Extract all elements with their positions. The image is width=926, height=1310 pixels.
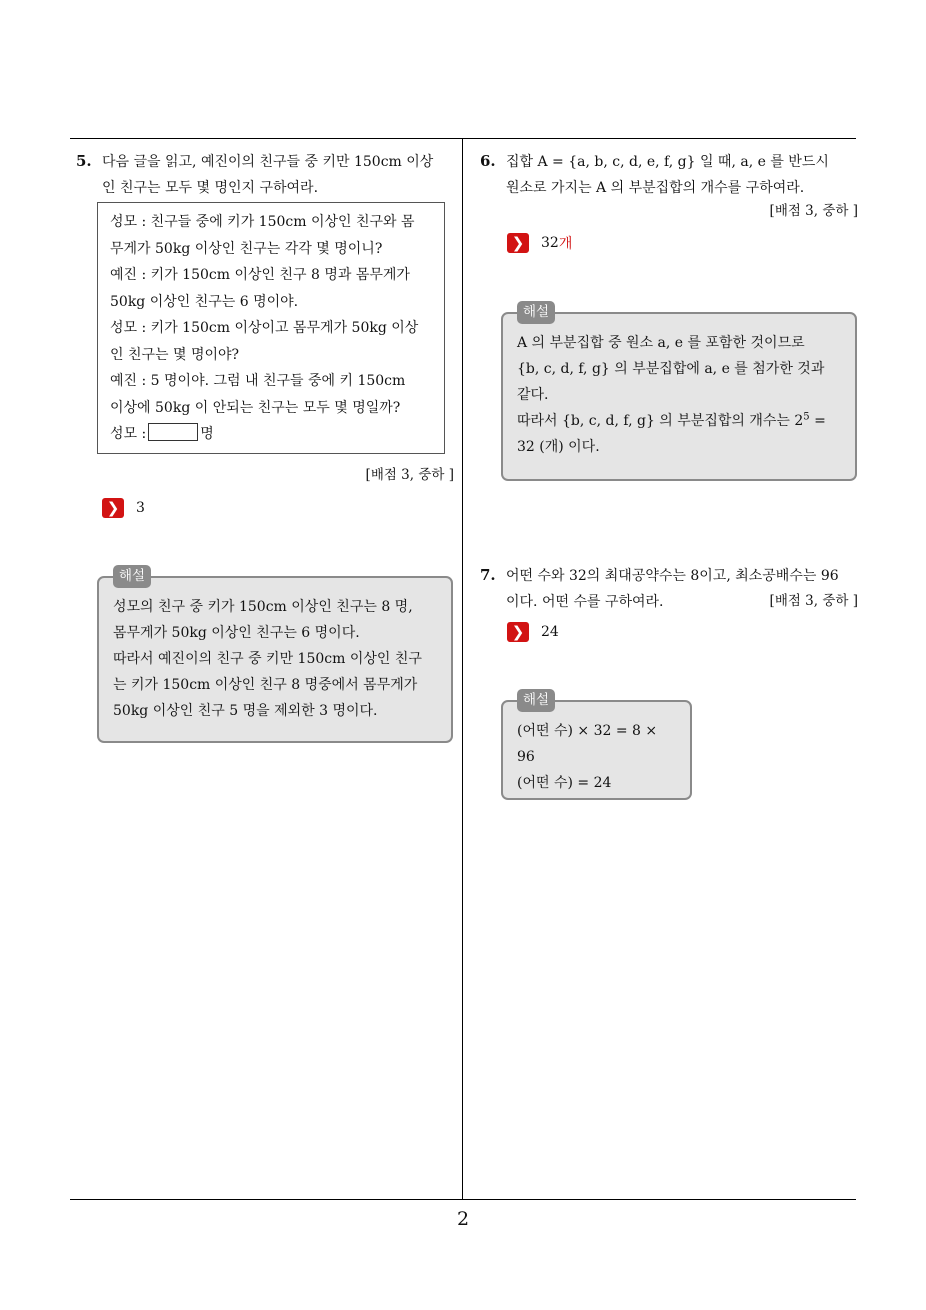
question-number: 7. [480, 566, 496, 584]
question-6-meta: [배점 3, 중하 ] [769, 203, 858, 219]
solution-label: 해설 [517, 301, 555, 324]
dialog-box [97, 202, 445, 454]
dialog-line: 무게가 50kg 이상인 친구는 각각 몇 명이니? [110, 240, 383, 257]
answer-value: 24 [541, 624, 559, 640]
dialog-line: 이상에 50kg 이 안되는 친구는 모두 몇 명일까? [110, 399, 401, 416]
answer-arrow-icon: ❯ [507, 622, 529, 642]
answer-blank [148, 423, 198, 441]
dialog-line: 성모 : 친구들 중에 키가 150cm 이상인 친구와 몸 [110, 214, 415, 230]
question-text-line1: 어떤 수와 32의 최대공약수는 8이고, 최소공배수는 96 [506, 568, 839, 584]
question-6-answer [507, 233, 572, 253]
solution-line: {b, c, d, f, g} 의 부분집합에 a, e 를 첨가한 것과 [517, 361, 825, 377]
solution-label: 해설 [517, 689, 555, 712]
question-text-line2: 이다. 어떤 수를 구하여라. [506, 594, 664, 610]
solution-line-with-power: 따라서 {b, c, d, f, g} 의 부분집합의 개수는 $2^5$ = [517, 411, 826, 429]
solution-label: 해설 [113, 565, 151, 588]
question-7-solution [501, 692, 692, 800]
column-divider [462, 139, 463, 1199]
question-5-answer [102, 498, 145, 518]
top-rule [70, 138, 856, 139]
question-5 [76, 148, 460, 201]
answer-arrow-icon: ❯ [507, 233, 529, 253]
question-text-line2: 원소로 가지는 A 의 부분집합의 개수를 구하여라. [506, 180, 805, 196]
solution-line: 같다. [517, 387, 549, 403]
answer-arrow-icon: ❯ [102, 498, 124, 518]
answer-value: 3 [136, 500, 145, 516]
question-5-meta: [배점 3, 중하 ] [365, 467, 454, 483]
question-text-line1: 집합 A = {a, b, c, d, e, f, g} 일 때, a, e 를 반드시 [506, 154, 829, 170]
question-6-solution [501, 304, 857, 481]
bottom-rule [70, 1199, 856, 1200]
question-7-meta: [배점 3, 중하 ] [769, 593, 858, 609]
solution-line: (어떤 수) = 24 [517, 775, 612, 791]
solution-line: 50kg 이상인 친구 5 명을 제외한 3 명이다. [113, 703, 378, 719]
question-5-solution [97, 568, 453, 743]
dialog-speaker: 성모 : [110, 426, 147, 442]
dialog-line: 성모 : 키가 150cm 이상이고 몸무게가 50kg 이상 [110, 320, 419, 336]
dialog-line: 예진 : 키가 150cm 이상인 친구 8 명과 몸무게가 [110, 267, 410, 283]
dialog-line: 인 친구는 몇 명이야? [110, 346, 240, 363]
solution-line: 성모의 친구 중 키가 150cm 이상인 친구는 8 명, [113, 599, 413, 615]
solution-line: 따라서 예진이의 친구 중 키만 150cm 이상인 친구 [113, 651, 422, 667]
page-number: 2 [456, 1208, 470, 1230]
question-number: 6. [480, 152, 496, 170]
exponent: 5 [803, 411, 810, 423]
answer-value: 32 [541, 235, 559, 251]
solution-line: 는 키가 150cm 이상인 친구 8 명중에서 몸무게가 [113, 677, 418, 693]
dialog-line: 예진 : 5 명이야. 그럼 내 친구들 중에 키 150cm [110, 373, 406, 389]
dialog-last-line [110, 421, 432, 448]
question-6 [480, 148, 860, 201]
equals-sign: = [814, 413, 826, 429]
answer-unit: 개 [558, 236, 573, 252]
solution-line: 몸무게가 50kg 이상인 친구는 6 명이다. [113, 625, 360, 641]
solution-line: A 의 부분집합 중 원소 a, e 를 포함한 것이므로 [517, 335, 805, 351]
dialog-line: 50kg 이상인 친구는 6 명이야. [110, 293, 299, 310]
question-number: 5. [76, 152, 92, 170]
question-text-line2: 인 친구는 모두 몇 명인지 구하여라. [102, 180, 319, 196]
solution-line: 32 (개) 이다. [517, 439, 600, 455]
dialog-unit: 명 [200, 426, 214, 442]
question-text-line1: 다음 글을 읽고, 예진이의 친구들 중 키만 150cm 이상 [102, 154, 434, 170]
solution-line: (어떤 수) × 32 = 8 × 96 [517, 723, 658, 765]
question-7-answer [507, 622, 559, 642]
